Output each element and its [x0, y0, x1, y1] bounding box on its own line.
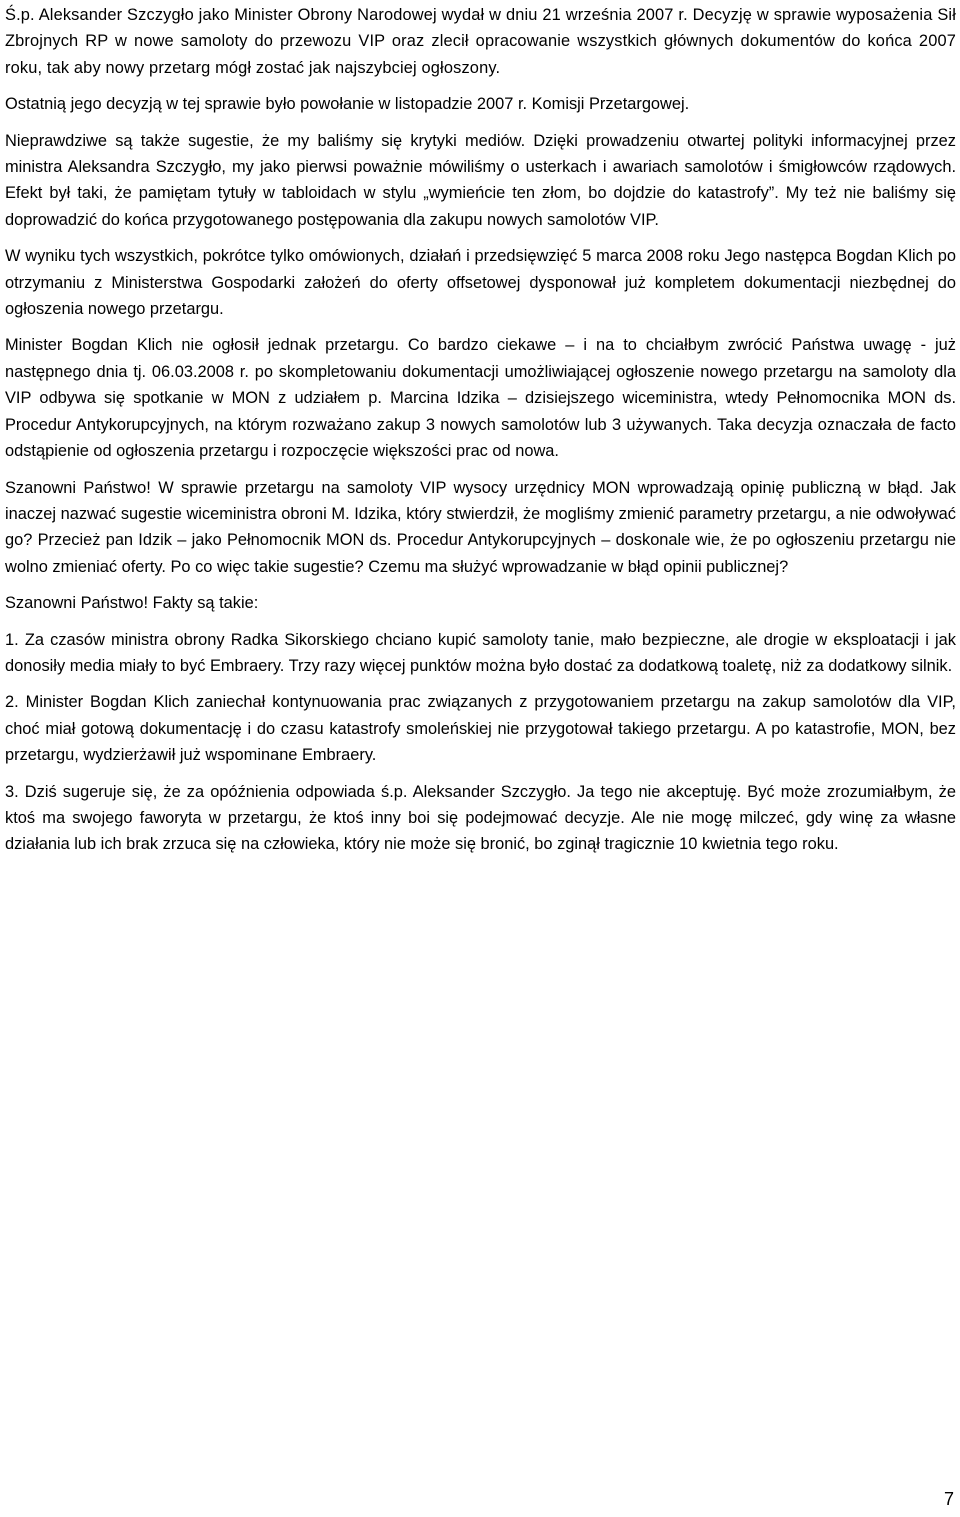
paragraph-fact-2: 2. Minister Bogdan Klich zaniechał kontynuowania prac związanych z przygotowaniem przetargu na zakup samolotów dla VIP, choć miał gotową dokumentację i do czasu katastrofy smoleńskiej nie przygotował takiego przetargu. A po katastrofie, MON, bez przetargu, wydzierżawił już wspominane Embraery. [5, 693, 956, 765]
document-body [5, 2, 956, 868]
paragraph-tender-commission: Ostatnią jego decyzją w tej sprawie było powołanie w listopadzie 2007 r. Komisji Przetargowej. [5, 95, 690, 114]
paragraph-szczyglo-decision: Ś.p. Aleksander Szczygło jako Minister Obrony Narodowej wydał w dniu 21 września 2007 r. Decyzję w sprawie wyposażenia Sił Zbrojnych RP w nowe samoloty do przewozu VIP oraz zlecił opracowanie wszystkich głównych dokumentów do końca 2007 roku, tak aby nowy przetarg mógł zostać jak najszybciej ogłoszony. [5, 6, 956, 77]
paragraph-documentation-complete: W wyniku tych wszystkich, pokrótce tylko omówionych, działań i przedsięwzięć 5 marca 2008 roku Jego następca Bogdan Klich po otrzymaniu z Ministerstwa Gospodarki założeń do oferty offsetowej dysponował już kompletem dokumentacji niezbędnej do ogłoszenia nowego przetargu. [5, 247, 956, 319]
paragraph-media-criticism: Nieprawdziwe są także sugestie, że my baliśmy się krytyki mediów. Dzięki prowadzeniu otwartej polityki informacyjnej przez ministra Aleksandra Szczygło, my jako pierwsi poważnie mówiliśmy o usterkach i awariach samolotów i śmigłowców rządowych. Efekt był taki, że pamiętam tytuły w tabloidach w stylu „wymieńcie ten złom, bo dojdzie do katastrofy”. My też nie baliśmy się doprowadzić do końca przygotowanego postępowania dla zakupu nowych samolotów VIP. [5, 131, 956, 229]
paragraph-klich-no-tender: Minister Bogdan Klich nie ogłosił jednak przetargu. Co bardzo ciekawe – i na to chciałbym zwrócić Państwa uwagę - już następnego dnia tj. 06.03.2008 r. po skompletowaniu dokumentacji umożliwiającej ogłoszenie nowego przetargu na samoloty dla VIP odbywa się spotkanie w MON z udziałem p. Marcina Idzika – dzisiejszego wiceministra, wtedy Pełnomocnika MON ds. Procedur Antykorupcyjnych, na którym rozważano zakup 3 nowych samolotów lub 3 używanych. Taka decyzja oznaczała de facto odstąpienie od ogłoszenia przetargu i rozpoczęcie większości prac od nowa. [5, 336, 956, 461]
page-number: 7 [943, 1489, 954, 1509]
paragraph-fact-3: 3. Dziś sugeruje się, że za opóźnienia odpowiada ś.p. Aleksander Szczygło. Ja tego nie akceptuję. Być może zrozumiałbym, że ktoś ma swojego faworyta w przetargu, że ktoś inny boi się podejmować decyzje. Ale nie mogę milczeć, gdy winę za własne działania lub ich brak zrzuca się na człowieka, który nie może się bronić, bo zginął tragicznie 10 kwietnia tego roku. [5, 782, 956, 854]
paragraph-facts-intro: Szanowni Państwo! Fakty są takie: [5, 594, 259, 613]
paragraph-fact-1: 1. Za czasów ministra obrony Radka Sikorskiego chciano kupić samoloty tanie, mało bezpieczne, ale drogie w eksploatacji i jak donosiły media miały to być Embraery. Trzy razy więcej punktów można było dostać za dodatkową toaletę, niż za dodatkowy silnik. [5, 630, 956, 675]
paragraph-misleading-public: Szanowni Państwo! W sprawie przetargu na samoloty VIP wysocy urzędnicy MON wprowadzają opinię publiczną w błąd. Jak inaczej nazwać sugestie wiceministra obroni M. Idzika, który stwierdził, że mogliśmy zmienić parametry przetargu, a nie odwoływać go? Przecież pan Idzik – jako Pełnomocnik MON ds. Procedur Antykorupcyjnych – doskonale wie, że po ogłoszeniu przetargu nie wolno zmieniać oferty. Po co więc takie sugestie? Czemu ma służyć wprowadzanie w błąd opinii publicznej? [5, 478, 956, 576]
